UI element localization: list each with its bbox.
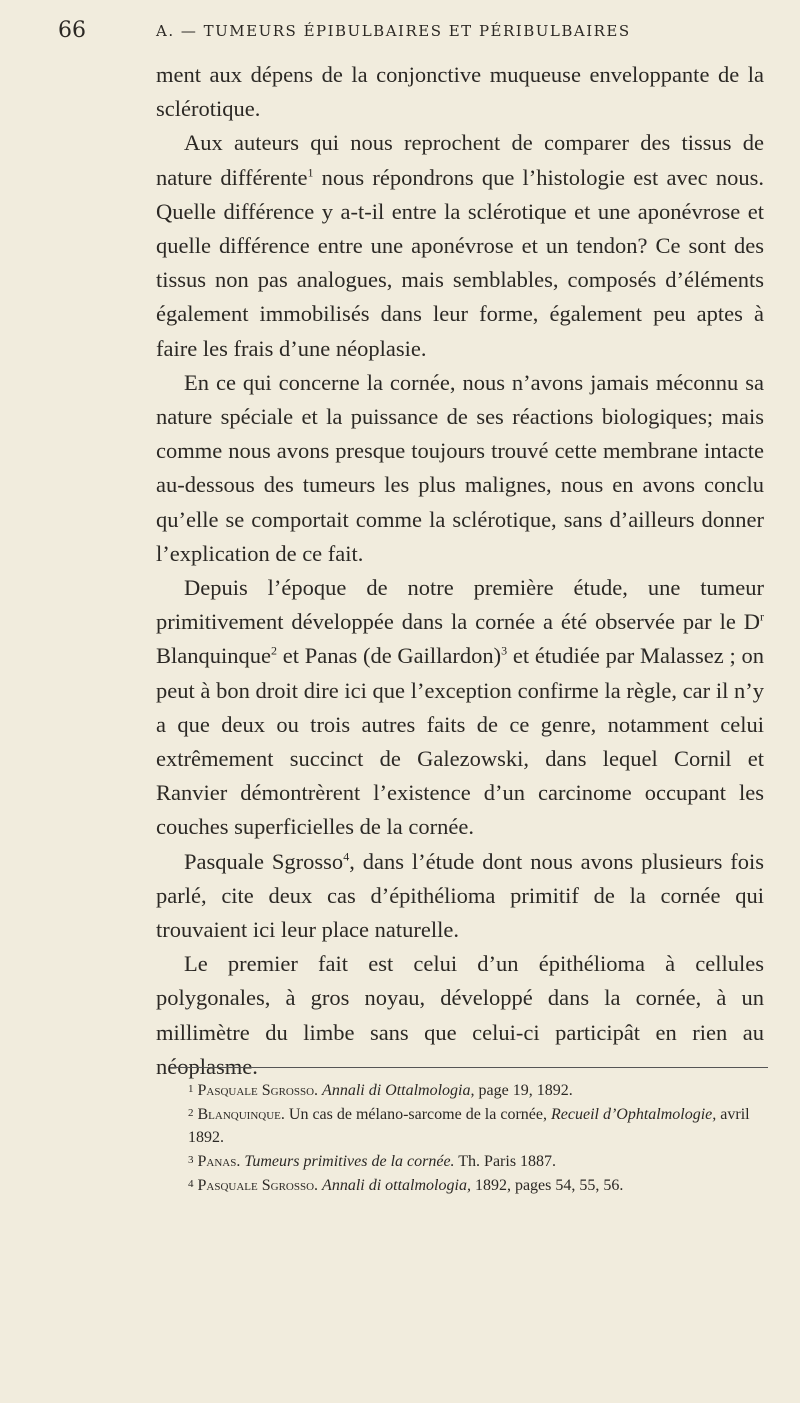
footnote-number: 1 — [188, 1083, 194, 1095]
paragraph: En ce qui concerne la cornée, nous n’avons jamais méconnu sa nature spéciale et la puissance de ses réactions biologiques; mais comme nous avons presque toujours trouvé cette membrane intacte au-dessous des tumeurs les plus malignes, nous en avons conclu qu’elle se comportait comme la sclérotique, sans d’ailleurs donner l’explication de ce fait. — [156, 369, 764, 566]
footnote-work-title: Recueil d’Ophtalmologie, — [550, 1106, 717, 1123]
footnote-work-title: Tumeurs primitives de la cornée. — [244, 1153, 455, 1170]
footnote-author: Panas. — [197, 1153, 241, 1170]
footnote-ref: 3 — [501, 643, 508, 658]
footnote-author: Blanquinque. — [197, 1106, 285, 1123]
footnote-work-title: Annali di ottalmologia, — [322, 1177, 471, 1194]
footnote: 3 Panas. Tumeurs primitives de la cornée. Th. Paris 1887. — [188, 1153, 557, 1170]
footnote: 1 Pasquale Sgrosso. Annali di Ottalmologia, page 19, 1892. — [188, 1082, 573, 1099]
running-head-title: A. — TUMEURS ÉPIBULBAIRES ET PÉRIBULBAIRES — [156, 22, 631, 40]
footnotes — [188, 1078, 780, 1197]
footnote-ref: 2 — [270, 643, 277, 658]
paragraph: Pasquale Sgrosso$^4$, dans l’étude dont nous avons plusieurs fois parlé, cite deux cas d’épithélioma primitif de la cornée qui trouvaient ici leur place naturelle. — [156, 848, 764, 943]
footnote-ref: 4 — [343, 849, 350, 864]
footnote-ref: r — [760, 609, 764, 624]
footnote: 4 Pasquale Sgrosso. Annali di ottalmologia, 1892, pages 54, 55, 56. — [188, 1177, 624, 1194]
footnote-ref: 1 — [307, 165, 314, 180]
footnote-number: 3 — [188, 1154, 194, 1166]
footnote-rule — [170, 1067, 768, 1068]
footnote-number: 2 — [188, 1107, 194, 1119]
paragraph: ment aux dépens de la conjonctive muqueuse enveloppante de la sclérotique. — [156, 62, 764, 122]
footnote: 2 Blanquinque. Un cas de mélano-sarcome de la cornée, Recueil d’Ophtalmologie, avril 1892. — [188, 1106, 750, 1146]
footnote-work-title: Annali di Ottalmologia, — [322, 1082, 475, 1099]
paragraph: Depuis l’époque de notre première étude, une tumeur primitivement développée dans la cornée a été observée par le $D^r$ Blanquinque$^2$ et Panas (de Gaillardon)$^3$ et étudiée par Malassez ; on peut à bon droit dire ici que l’exception confirme la règle, car il n’y a que deux ou trois autres faits de ce genre, notamment celui extrêmement succinct de Galezowski, dans lequel Cornil et Ranvier démontrèrent l’existence d’un carcinome occupant les couches superficielles de la cornée. — [156, 575, 764, 840]
paragraph: Le premier fait est celui d’un épithélioma à cellules polygonales, à gros noyau, développé dans la cornée, à un millimètre du limbe sans que celui-ci participât en rien au néoplasme. — [156, 951, 764, 1079]
paragraph: Aux auteurs qui nous reprochent de comparer des tissus de nature différente$^1$ nous répondrons que l’histologie est avec nous. Quelle différence y a-t-il entre la sclérotique et une aponévrose et quelle différence entre une aponévrose et un tendon? Ce sont des tissus non pas analogues, mais semblables, composés d’éléments également immobilisés dans leur forme, également peu aptes à faire les frais d’une néoplasie. — [156, 130, 764, 361]
page-number: 66 — [58, 18, 86, 43]
running-header — [58, 12, 758, 52]
main-text — [156, 58, 764, 1084]
footnote-number: 4 — [188, 1178, 194, 1190]
footnote-author: Pasquale Sgrosso. — [197, 1082, 319, 1099]
footnote-author: Pasquale Sgrosso. — [197, 1177, 319, 1194]
